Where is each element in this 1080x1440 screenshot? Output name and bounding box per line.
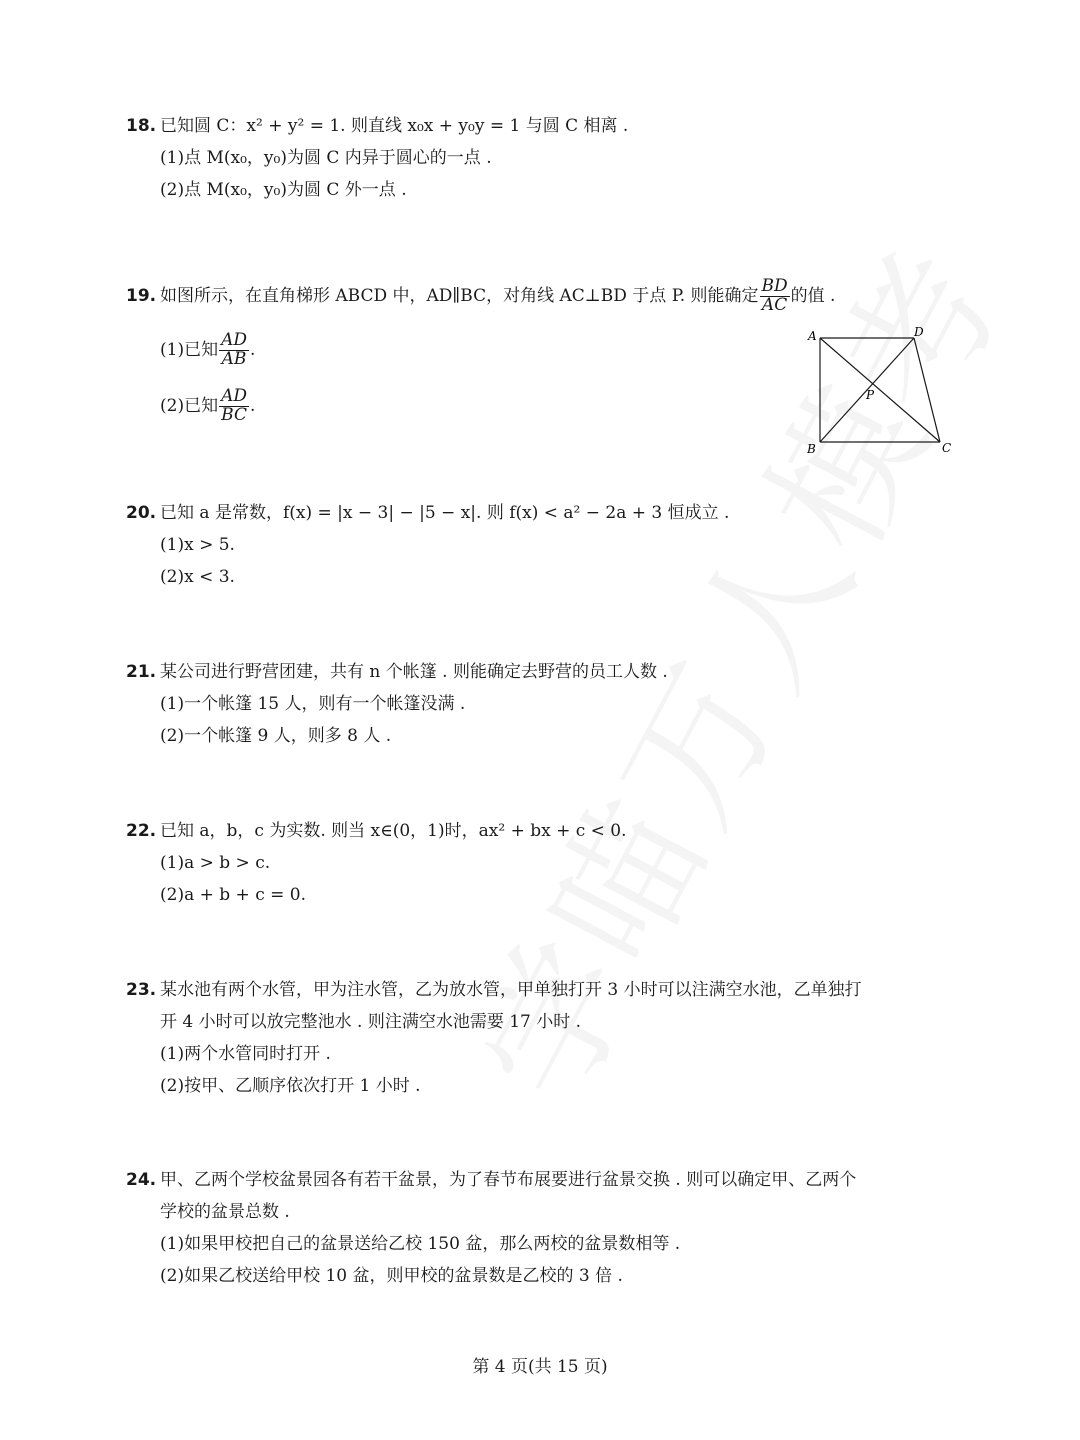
question-text: 已知圆 C：x² + y² = 1. 则直线 x₀x + y₀y = 1 与圆 C 相离 . bbox=[160, 116, 629, 136]
diagonal-ac bbox=[820, 338, 940, 442]
fraction-denominator: AB bbox=[221, 349, 247, 369]
condition-2: (2)按甲、乙顺序依次打开 1 小时 . bbox=[160, 1076, 421, 1096]
fraction-numerator: AD bbox=[221, 330, 248, 351]
question-24 bbox=[126, 1164, 966, 1292]
condition-1: (1)两个水管同时打开 . bbox=[160, 1044, 331, 1064]
question-text: 已知 a 是常数，f(x) = |x − 3| − |5 − x|. 则 f(x) < a² − 2a + 3 恒成立 . bbox=[160, 503, 730, 523]
question-number: 23. bbox=[126, 980, 157, 1000]
trapezoid-figure bbox=[800, 322, 970, 462]
question-number: 22. bbox=[126, 821, 157, 841]
question-number: 20. bbox=[126, 503, 157, 523]
question-text: 甲、乙两个学校盆景园各有若干盆景，为了春节布展要进行盆景交换 . 则可以确定甲、乙两个 bbox=[160, 1170, 857, 1190]
question-22-stem bbox=[126, 815, 966, 847]
condition-2: (2)x < 3. bbox=[160, 567, 235, 587]
fraction-numerator: AD bbox=[221, 386, 248, 407]
question-number: 19. bbox=[126, 286, 157, 306]
question-23-stem bbox=[126, 974, 966, 1006]
question-text: 如图所示，在直角梯形 ABCD 中，AD∥BC，对角线 AC⊥BD 于点 P. 则能确定 bbox=[160, 286, 759, 306]
fraction-numerator: BD bbox=[761, 276, 788, 297]
question-number: 21. bbox=[126, 662, 157, 682]
fraction-denominator: AC bbox=[761, 295, 788, 315]
condition-2: (2)如果乙校送给甲校 10 盆，则甲校的盆景数是乙校的 3 倍 . bbox=[160, 1266, 623, 1286]
condition-1: (1)x > 5. bbox=[160, 535, 235, 555]
vertex-label-b: B bbox=[807, 442, 816, 456]
period: . bbox=[250, 340, 256, 360]
condition-1: (1)一个帐篷 15 人，则有一个帐篷没满 . bbox=[160, 694, 466, 714]
question-21-stem bbox=[126, 656, 966, 688]
condition-1: (1)点 M(x₀，y₀)为圆 C 内异于圆心的一点 . bbox=[160, 148, 492, 168]
question-18-stem bbox=[126, 110, 966, 142]
question-23 bbox=[126, 974, 966, 1102]
condition-2: (2)一个帐篷 9 人，则多 8 人 . bbox=[160, 726, 392, 746]
point-label-p: P bbox=[866, 388, 875, 402]
vertex-label-a: A bbox=[808, 329, 817, 343]
fraction-denominator: BC bbox=[221, 405, 247, 425]
question-19-stem bbox=[126, 276, 966, 316]
question-number: 18. bbox=[126, 116, 157, 136]
fraction bbox=[219, 332, 249, 369]
question-text: 某水池有两个水管，甲为注水管，乙为放水管，甲单独打开 3 小时可以注满空水池，乙单独打 bbox=[160, 980, 862, 1000]
condition-2: (2)点 M(x₀，y₀)为圆 C 外一点 . bbox=[160, 180, 407, 200]
question-22 bbox=[126, 815, 966, 911]
condition-prefix: (2)已知 bbox=[160, 396, 219, 416]
condition-2: (2)a + b + c = 0. bbox=[160, 885, 306, 905]
question-text: 某公司进行野营团建，共有 n 个帐篷 . 则能确定去野营的员工人数 . bbox=[160, 662, 668, 682]
page-footer: 第 4 页(共 15 页) bbox=[472, 1357, 608, 1377]
condition-1: (1)如果甲校把自己的盆景送给乙校 150 盆，那么两校的盆景数相等 . bbox=[160, 1234, 681, 1254]
question-text-continued: 开 4 小时可以放完整池水 . 则注满空水池需要 17 小时 . bbox=[160, 1012, 582, 1032]
fraction bbox=[219, 388, 249, 425]
question-text-continued: 学校的盆景总数 . bbox=[160, 1202, 290, 1222]
period: . bbox=[250, 396, 256, 416]
question-20 bbox=[126, 497, 966, 593]
question-21 bbox=[126, 656, 966, 752]
fraction bbox=[760, 278, 790, 315]
question-18 bbox=[126, 110, 966, 206]
question-text-end: 的值 . bbox=[790, 286, 836, 306]
condition-1: (1)a > b > c. bbox=[160, 853, 271, 873]
question-24-stem bbox=[126, 1164, 966, 1196]
side-dc bbox=[914, 338, 940, 442]
question-number: 24. bbox=[126, 1170, 157, 1190]
vertex-label-c: C bbox=[942, 441, 952, 455]
condition-prefix: (1)已知 bbox=[160, 340, 219, 360]
vertex-label-d: D bbox=[914, 325, 924, 339]
question-text: 已知 a，b，c 为实数. 则当 x∈(0，1)时，ax² + bx + c < 0. bbox=[160, 821, 627, 841]
question-20-stem bbox=[126, 497, 966, 529]
